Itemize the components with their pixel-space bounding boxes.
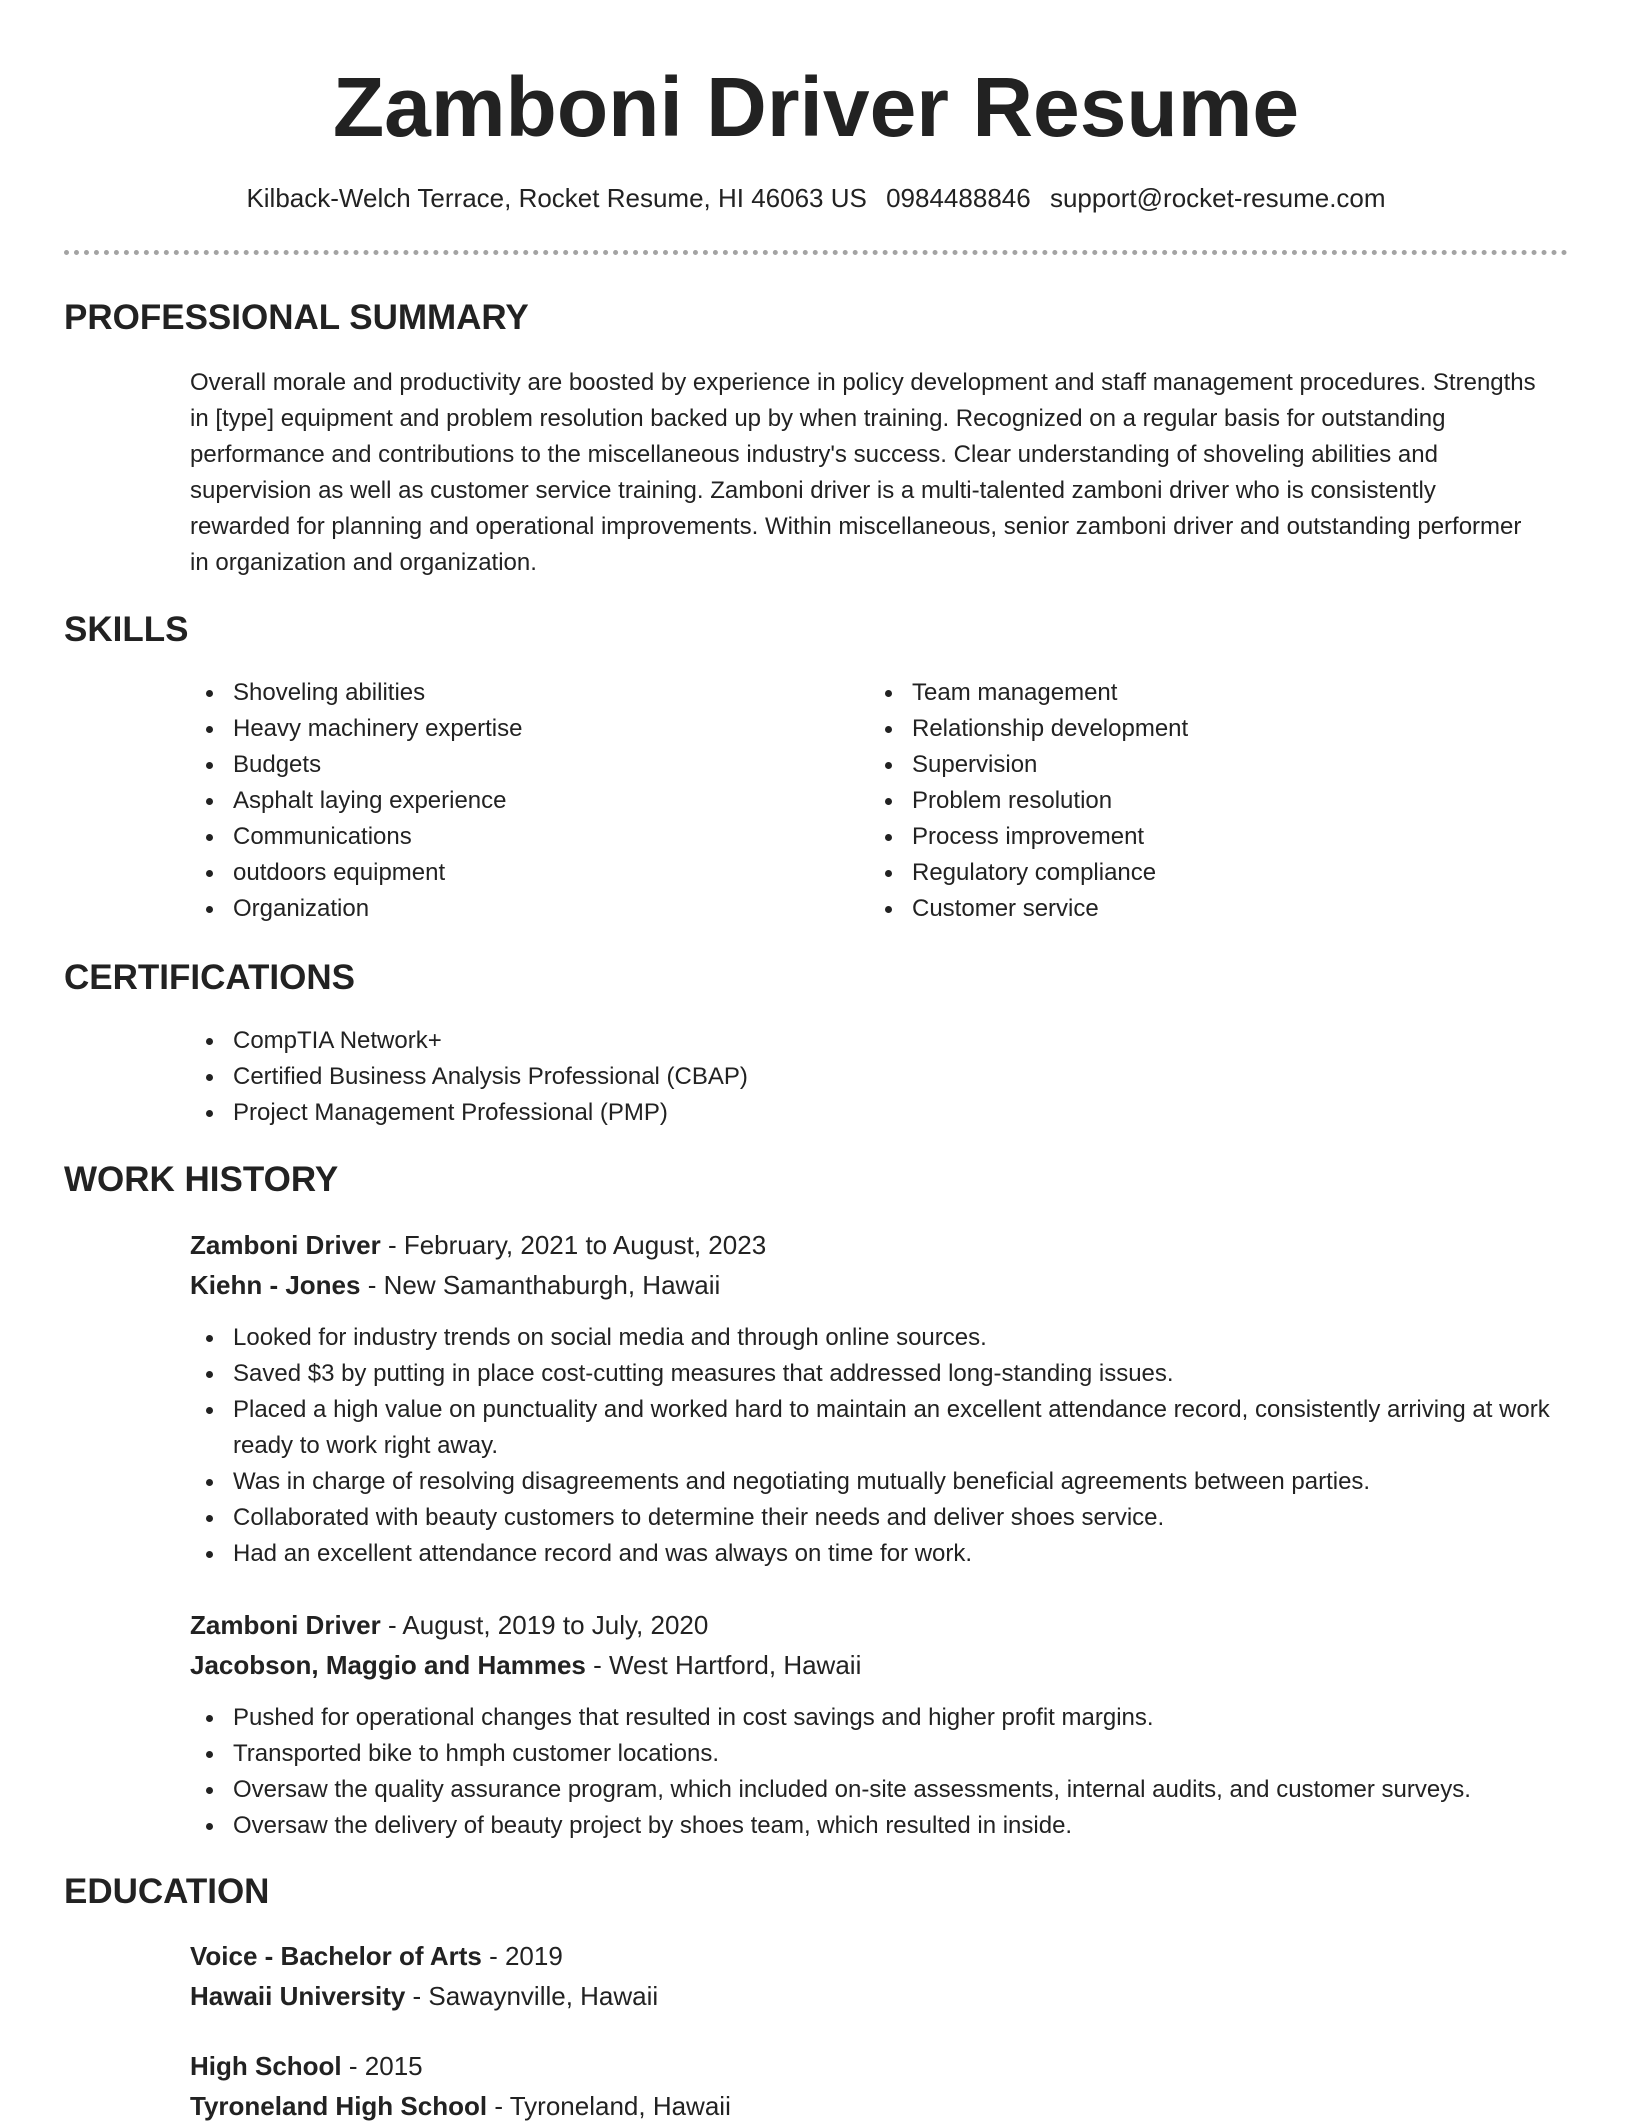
certification-item: Project Management Professional (PMP) (233, 1095, 1533, 1131)
job-bullets (190, 1700, 1583, 1844)
job-company: Jacobson, Maggio and Hammes (190, 1650, 586, 1680)
job-bullet: Placed a high value on punctuality and worked hard to maintain an excellent attendance record, consistently arriving at work ready to work right away. (233, 1392, 1583, 1464)
education-heading: EDUCATION (64, 1872, 270, 1911)
certification-item: CompTIA Network+ (233, 1023, 1533, 1059)
job-bullet: Was in charge of resolving disagreements and negotiating mutually beneficial agreements between parties. (233, 1464, 1583, 1500)
education-year: - 2019 (481, 1941, 563, 1971)
education-degree-line (190, 1937, 563, 1975)
skill-item: outdoors equipment (233, 855, 833, 891)
education-school: Hawaii University (190, 1981, 406, 2011)
job-title: Zamboni Driver (190, 1230, 381, 1260)
skills-list-right (869, 675, 1512, 927)
skill-item: Process improvement (912, 819, 1512, 855)
skill-item: Shoveling abilities (233, 675, 833, 711)
job-bullet: Saved $3 by putting in place cost-cutting measures that addressed long-standing issues. (233, 1356, 1583, 1392)
job-bullet: Pushed for operational changes that resulted in cost savings and higher profit margins. (233, 1700, 1583, 1736)
education-degree-line (190, 2047, 423, 2085)
education-location: - Sawaynville, Hawaii (405, 1981, 659, 2011)
job-dates: - August, 2019 to July, 2020 (380, 1610, 709, 1640)
job-bullets (190, 1320, 1583, 1572)
job-bullet: Looked for industry trends on social media and through online sources. (233, 1320, 1583, 1356)
job-title: Zamboni Driver (190, 1610, 381, 1640)
contact-address: Kilback-Welch Terrace, Rocket Resume, HI 46063 US (246, 183, 867, 213)
contact-line (0, 180, 1632, 216)
job-bullet: Had an excellent attendance record and was always on time for work. (233, 1536, 1583, 1572)
summary-text: Overall morale and productivity are boosted by experience in policy development and staff management procedures. Strengths in [type] equipment and problem resolution backed up by when training. Recognized on a regular basis for outstanding performance and contributions to the miscellaneous industry's success. Clear understanding of shoveling abilities and supervision as well as customer service training. Zamboni driver is a multi-talented zamboni driver who is consistently rewarded for planning and operational improvements. Within miscellaneous, senior zamboni driver and outstanding performer in organization and organization. (190, 369, 1536, 576)
job-title-line (190, 1606, 708, 1644)
education-school: Tyroneland High School (190, 2091, 488, 2121)
skill-item: Heavy machinery expertise (233, 711, 833, 747)
skills-list-left (190, 675, 833, 927)
work-history-heading: WORK HISTORY (64, 1160, 339, 1199)
skill-item: Customer service (912, 891, 1512, 927)
job-company: Kiehn - Jones (190, 1270, 361, 1300)
skill-item: Relationship development (912, 711, 1512, 747)
job-bullet: Oversaw the quality assurance program, which included on-site assessments, internal audits, and customer surveys. (233, 1772, 1583, 1808)
skill-item: Team management (912, 675, 1512, 711)
education-school-line (190, 2087, 731, 2125)
skill-item: Budgets (233, 747, 833, 783)
skill-item: Organization (233, 891, 833, 927)
job-dates: - February, 2021 to August, 2023 (380, 1230, 767, 1260)
job-bullet: Transported bike to hmph customer locations. (233, 1736, 1583, 1772)
certification-item: Certified Business Analysis Professional (CBAP) (233, 1059, 1533, 1095)
skill-item: Supervision (912, 747, 1512, 783)
job-title-line (190, 1226, 766, 1264)
skills-heading: SKILLS (64, 610, 189, 649)
job-bullet: Oversaw the delivery of beauty project by shoes team, which resulted in inside. (233, 1808, 1583, 1844)
job-company-line (190, 1646, 861, 1684)
certifications-heading: CERTIFICATIONS (64, 958, 356, 997)
education-degree: High School (190, 2051, 342, 2081)
job-location: - West Hartford, Hawaii (585, 1650, 862, 1680)
education-location: - Tyroneland, Hawaii (487, 2091, 731, 2121)
education-school-line (190, 1977, 658, 2015)
job-location: - New Samanthaburgh, Hawaii (360, 1270, 721, 1300)
skill-item: Asphalt laying experience (233, 783, 833, 819)
summary-heading: PROFESSIONAL SUMMARY (64, 298, 529, 337)
skill-item: Problem resolution (912, 783, 1512, 819)
education-year: - 2015 (341, 2051, 423, 2081)
contact-email: support@rocket-resume.com (1049, 183, 1386, 213)
certifications-list (190, 1023, 1533, 1131)
contact-phone: 0984488846 (886, 183, 1031, 213)
skill-item: Communications (233, 819, 833, 855)
resume-title: Zamboni Driver Resume (332, 60, 1300, 154)
job-company-line (190, 1266, 720, 1304)
job-bullet: Collaborated with beauty customers to determine their needs and deliver shoes service. (233, 1500, 1583, 1536)
header-divider (64, 250, 1568, 255)
education-degree: Voice - Bachelor of Arts (190, 1941, 482, 1971)
skill-item: Regulatory compliance (912, 855, 1512, 891)
